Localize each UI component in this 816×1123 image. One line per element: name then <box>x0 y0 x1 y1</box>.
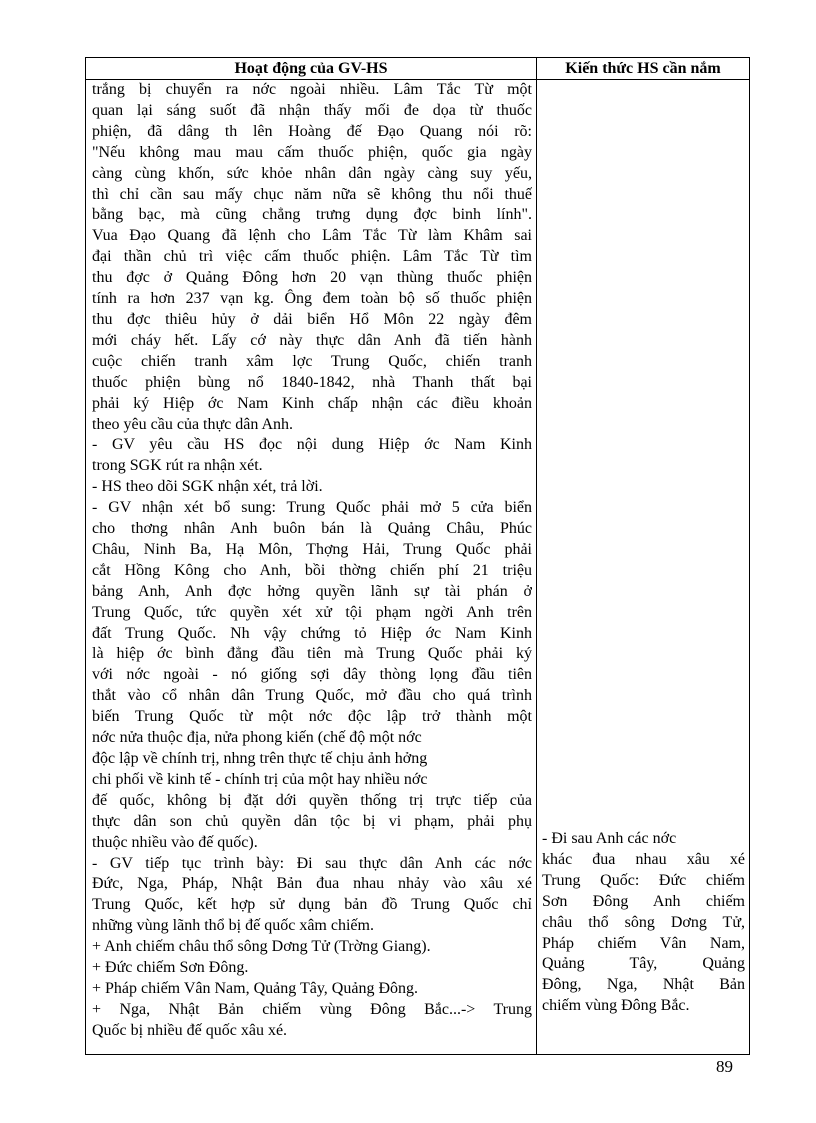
text-line: biến Trung Quốc từ một nớc độc lập trở thành một <box>92 708 532 726</box>
text-line: "Nếu không mau mau cấm thuốc phiện, quốc gia ngày <box>92 143 532 161</box>
text-line: Sơn Đông Anh chiếm <box>542 892 745 910</box>
text-line: phải ký Hiệp ớc Nam Kinh chấp nhận các điều khoản <box>92 394 532 412</box>
text-line: thì chỉ cần sau mấy chục năm nữa sẽ không thu nổi thuế <box>92 185 532 203</box>
text-line: chi phối về kinh tế - chính trị của một hay nhiều nớc <box>92 770 428 788</box>
page-number: 89 <box>716 1057 733 1076</box>
text-line: quan lại sáng suốt đã nhận thấy mối đe dọa từ thuốc <box>92 101 532 119</box>
text-line: đại thần chủ trì việc cấm thuốc phiện. Lâm Tắc Từ tìm <box>92 248 532 266</box>
text-line: Đông, Nga, Nhật Bản <box>542 976 745 994</box>
text-line: - HS theo dõi SGK nhận xét, trả lời. <box>92 478 323 496</box>
text-line: những vùng lãnh thổ bị đế quốc xâm chiếm. <box>92 917 374 935</box>
text-line: Trung Quốc, tức quyền xét xử tội phạm ngời Anh trên <box>92 603 532 621</box>
text-line: trắng bị chuyển ra nớc ngoài nhiều. Lâm Tắc Từ một <box>92 81 532 98</box>
text-line: bảng Anh, Anh đợc hởng quyền lãnh sự tài phán ở <box>92 582 532 600</box>
text-line: cuộc chiến tranh xâm lợc Trung Quốc, chiến tranh <box>92 352 532 370</box>
text-line: + Nga, Nhật Bản chiếm vùng Đông Bắc...-> Trung <box>92 1000 532 1018</box>
text-line: trong SGK rút ra nhận xét. <box>92 457 263 475</box>
text-line: bằng bạc, mà cũng chẳng trưng dụng đợc binh lính". <box>92 206 532 224</box>
text-line: - GV tiếp tục trình bày: Đi sau thực dân Anh các nớc <box>92 854 532 872</box>
knowledge-cell <box>537 80 750 1055</box>
knowledge-spacer <box>542 80 745 829</box>
text-line: càng cùng khốn, sức khỏe nhân dân ngày càng suy yếu, <box>92 164 532 182</box>
text-line: độc lập về chính trị, nhng trên thực tế chịu ảnh hởng <box>92 750 428 767</box>
text-line: thuốc phiện bùng nổ 1840-1842, nhà Thanh thất bại <box>92 373 532 391</box>
text-line: Pháp chiếm Vân Nam, <box>542 934 745 952</box>
text-line: cắt Hồng Kông cho Anh, bồi thờng chiến phí 21 triệu <box>92 561 532 579</box>
text-line: đất Trung Quốc. Nh vậy chứng tỏ Hiệp ớc Nam Kinh <box>92 624 532 642</box>
text-line: thu đợc ở Quảng Đông hơn 20 vạn thùng thuốc phiện <box>92 269 532 287</box>
text-line: cho thơng nhân Anh buôn bán là Quảng Châu, Phúc <box>92 520 532 538</box>
text-line: Quảng Tây, Quảng <box>542 955 745 973</box>
text-line: + Anh chiếm châu thổ sông Dơng Tử (Trờng Giang). <box>92 938 431 956</box>
text-line: thu đợc thiêu hủy ở dải biển Hổ Môn 22 ngày đêm <box>92 310 532 328</box>
header-teacher-student-activity: Hoạt động của GV-HS <box>86 58 537 80</box>
text-line: thuộc nhiều vào đế quốc). <box>92 833 258 851</box>
text-line: khác đua nhau xâu xé <box>542 850 745 868</box>
text-line: với nớc ngoài - nó giống sợi dây thòng lọng đầu tiên <box>92 666 532 684</box>
text-line: là hiệp ớc bình đẳng đầu tiên mà Trung Quốc phải ký <box>92 645 532 663</box>
text-line: - Đi sau Anh các nớc <box>542 830 677 847</box>
text-line: Quốc bị nhiều đế quốc xâu xé. <box>92 1021 288 1039</box>
header-student-knowledge: Kiến thức HS cần nắm <box>537 58 750 80</box>
table-header-row <box>86 58 750 80</box>
text-line: Trung Quốc: Đức chiếm <box>542 871 745 889</box>
text-line: thực dân son chủ quyền dân tộc bị vi phạm, phải phụ <box>92 812 532 830</box>
lesson-table <box>85 57 750 1055</box>
text-line: tính ra hơn 237 vạn kg. Ông đem toàn bộ số thuốc phiện <box>92 290 532 308</box>
text-line: Trung Quốc, kết hợp sử dụng bản đồ Trung Quốc chỉ <box>92 896 532 914</box>
text-line: thắt vào cổ nhân dân Trung Quốc, mở đầu cho quá trình <box>92 687 532 705</box>
table-row <box>86 80 750 1055</box>
activity-cell <box>86 80 537 1055</box>
text-line: mới cháy hết. Lấy cớ này thực dân Anh đã tiến hành <box>92 331 532 349</box>
text-line: + Đức chiếm Sơn Đông. <box>92 959 249 977</box>
text-line: Châu, Ninh Ba, Hạ Môn, Thợng Hải, Trung Quốc phải <box>92 540 532 558</box>
text-line: Đức, Nga, Pháp, Nhật Bản đua nhau nhảy vào xâu xé <box>92 875 532 893</box>
text-line: theo yêu cầu của thực dân Anh. <box>92 415 294 433</box>
text-line: - GV yêu cầu HS đọc nội dung Hiệp ớc Nam Kinh <box>92 436 532 454</box>
knowledge-text <box>542 829 745 1017</box>
text-line: - GV nhận xét bổ sung: Trung Quốc phải mở 5 cửa biển <box>92 499 532 517</box>
text-line: đế quốc, không bị đặt dới quyền thống trị trực tiếp của <box>92 791 532 809</box>
text-line: Vua Đạo Quang đã lệnh cho Lâm Tắc Từ làm Khâm sai <box>92 227 532 245</box>
text-line: chiếm vùng Đông Bắc. <box>542 997 690 1015</box>
text-line: + Pháp chiếm Vân Nam, Quảng Tây, Quảng Đông. <box>92 979 418 997</box>
text-line: phiện, đã dâng th lên Hoàng đế Đạo Quang nói rõ: <box>92 122 532 140</box>
text-line: nớc nửa thuộc địa, nửa phong kiến (chế độ một nớc <box>92 729 422 747</box>
text-line: châu thổ sông Dơng Tử, <box>542 913 745 931</box>
